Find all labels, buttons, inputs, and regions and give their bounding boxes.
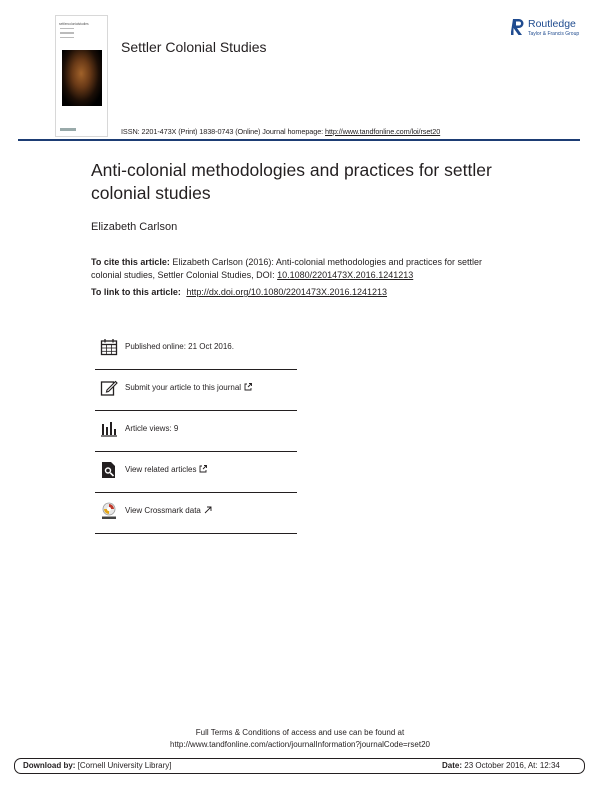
crossmark-link[interactable] xyxy=(125,506,212,515)
citation-text: Elizabeth Carlson (2016): Anti-colonial methodologies and practices for settler colonial studies, Settler Colonial Studies, DOI: xyxy=(91,257,483,280)
submit-article-link[interactable] xyxy=(125,383,252,392)
download-date-label: Date: xyxy=(442,761,463,770)
download-info-bar xyxy=(14,758,585,774)
crossmark-row[interactable] xyxy=(95,493,297,534)
cover-title: settlercolonialstudies xyxy=(59,22,89,26)
header-divider xyxy=(18,139,580,141)
article-views-text: Article views: 9 xyxy=(125,424,179,433)
terms-url-link[interactable]: http://www.tandfonline.com/action/journalInformation?journalCode=rset20 xyxy=(170,740,430,749)
issn-line xyxy=(121,127,440,136)
downloaded-by xyxy=(23,761,171,770)
related-articles-link[interactable] xyxy=(125,465,207,474)
submit-article-label: Submit your article to this journal xyxy=(125,383,242,392)
cover-text-lines xyxy=(60,28,74,41)
article-author: Elizabeth Carlson xyxy=(91,221,178,233)
crossmark-label: View Crossmark data xyxy=(125,506,201,515)
bar-chart-icon xyxy=(100,420,118,438)
citation-doi-link[interactable]: 10.1080/2201473X.2016.1241213 xyxy=(277,269,414,280)
download-date-value: 23 October 2016, At: 12:34 xyxy=(462,761,560,770)
published-date-text: Published online: 21 Oct 2016. xyxy=(125,342,234,351)
issn-text: ISSN: 2201-473X (Print) 1838-0743 (Online) Journal homepage: xyxy=(121,127,326,136)
downloaded-by-label: Download by: xyxy=(23,761,76,770)
crossmark-icon xyxy=(100,502,118,520)
arrow-icon xyxy=(204,506,212,514)
download-date xyxy=(442,761,560,770)
external-link-icon xyxy=(199,465,207,473)
citation-block xyxy=(91,256,511,281)
publisher-logo xyxy=(511,16,591,40)
related-articles-label: View related articles xyxy=(125,465,197,474)
article-doi-url-link[interactable]: http://dx.doi.org/10.1080/2201473X.2016.1241213 xyxy=(186,287,388,297)
article-views-row xyxy=(95,411,297,452)
journal-title: Settler Colonial Studies xyxy=(121,39,267,55)
article-info-panel xyxy=(95,329,297,534)
related-articles-row[interactable] xyxy=(95,452,297,493)
article-link-line xyxy=(91,287,387,297)
submit-article-row[interactable] xyxy=(95,370,297,411)
terms-line-1: Full Terms & Conditions of access and use can be found at xyxy=(195,728,405,737)
citation-label: To cite this article: xyxy=(91,257,170,267)
terms-notice xyxy=(100,727,500,751)
published-row xyxy=(95,329,297,370)
edit-pencil-icon xyxy=(100,379,118,397)
journal-homepage-link[interactable]: http://www.tandfonline.com/loi/rset20 xyxy=(325,127,441,136)
cover-publisher-logo xyxy=(60,128,76,131)
publisher-tagline: Taylor & Francis Group xyxy=(528,31,580,37)
calendar-icon xyxy=(100,338,118,356)
publisher-name: Routledge xyxy=(528,18,576,30)
cover-artwork-image xyxy=(62,50,102,106)
downloaded-by-value: [Cornell University Library] xyxy=(75,761,172,770)
routledge-r-icon xyxy=(511,18,525,36)
article-link-label: To link to this article: xyxy=(91,287,184,297)
journal-cover-thumbnail[interactable] xyxy=(55,15,108,137)
article-title: Anti-colonial methodologies and practices for settler colonial studies xyxy=(91,160,492,203)
external-link-icon xyxy=(244,383,252,391)
related-search-icon xyxy=(100,461,118,479)
